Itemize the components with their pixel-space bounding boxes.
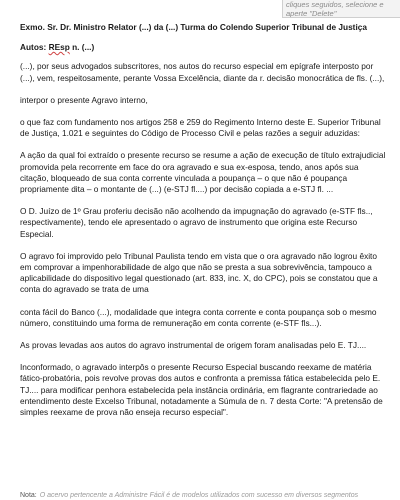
- paragraph-acao: A ação da qual foi extraído o presente recurso se resume a ação de execução de título extrajudicial promovida pela recorrente em face do ora agravado e sua ex-esposa, tendo, anos após sua citação, bloqueado de sua conta corrente vinculada a poupança – o que não é poupança propriamente dita – o montante de (...) (e-STJ fl....) por decisão copiada a e-STJ fl. ...: [20, 150, 386, 195]
- autos-number: n. (...): [69, 42, 95, 53]
- paragraph-juizo: O D. Juízo de 1º Grau proferiu decisão não acolhendo da impugnação do agravado (e-STF fls.., respectivamente), tendo ele apresentado o agravo de instrumento que origina este Recurso Especial.: [20, 206, 373, 239]
- footer-note-label: Nota:: [20, 492, 37, 499]
- paragraph-intro: (...), por seus advogados subscritores, nos autos do recurso especial em epígrafe interposto por (...), vem, respeitosamente, perante Vossa Excelência, diante da r. decisão monocrática de fls. (...),: [20, 61, 385, 83]
- autos-label: Autos:: [20, 42, 49, 53]
- autos-line: [20, 42, 386, 53]
- document-heading: Exmo. Sr. Dr. Ministro Relator (...) da (...) Turma do Colendo Superior Tribunal de Justiça: [20, 22, 367, 32]
- paragraph-fundamento: o que faz com fundamento nos artigos 258 e 259 do Regimento Interno deste E. Superior Tribunal de Justiça, 1.021 e seguintes do Código de Processo Civil e pelas razões a seguir aduzidas:: [20, 117, 381, 139]
- paragraph-interpor: interpor o presente Agravo interno,: [20, 94, 148, 105]
- instruction-tooltip: [282, 0, 400, 18]
- autos-resp: REsp: [48, 42, 70, 53]
- footer-note-text: O acervo pertencente a Administre Fácil é de modelos utilizados com sucesso em diversos segmentos: [39, 492, 359, 499]
- tooltip-line-1: cliques seguidos, selecione e: [286, 0, 384, 9]
- tooltip-line-2: aperte "Delete": [286, 9, 337, 18]
- paragraph-conta-facil: conta fácil do Banco (...), modalidade que integra conta corrente e conta poupança sob o mesmo número, constituindo uma forma de remuneração em conta corrente (e-STF fls...).: [20, 306, 377, 328]
- footer-note: [20, 491, 392, 500]
- paragraph-provas: As provas levadas aos autos do agravo instrumental de origem foram analisadas pelo E. TJ....: [20, 340, 367, 351]
- paragraph-agravo-improvido: O agravo foi improvido pelo Tribunal Paulista tendo em vista que o ora agravado não logrou êxito em comprovar a impenhorabilidade de algo que não se presta a sua sobrevivência, tampouco a aplicabilidade do dispositivo legal questionado (art. 833, inc. X, do CPC), pois se constatou que a conta do agravado se trata de uma: [20, 250, 378, 295]
- paragraph-inconformado: Inconformado, o agravado interpôs o presente Recurso Especial buscando reexame de matéria fático-probatória, pois revolve provas dos autos e confronta a premissa fática estabelecida pelo E. TJ.... para modificar penhora estabelecida pela instância ordinária, em flagrante contrariedade ao entendimento deste Excelso Tribunal, notadamente a Súmula de n. 7 desta Corte: "A pretensão de simples reexame de prova não enseja recurso especial".: [20, 362, 383, 418]
- document-body: [20, 22, 386, 429]
